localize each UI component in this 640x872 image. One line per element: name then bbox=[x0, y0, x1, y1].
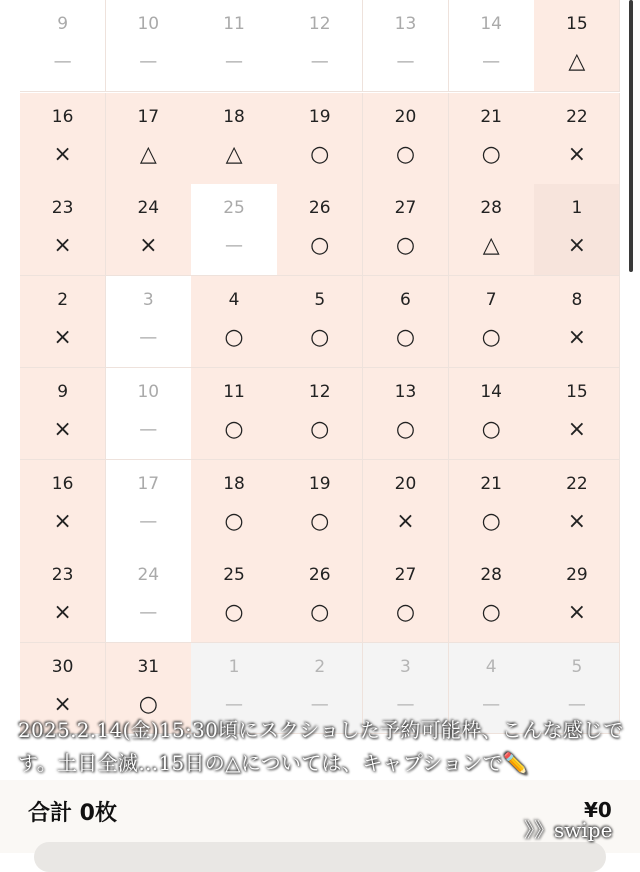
calendar-day-cell[interactable] bbox=[20, 551, 106, 643]
calendar-day-cell[interactable] bbox=[20, 184, 106, 276]
availability-mark: ○ bbox=[481, 509, 501, 534]
availability-mark: — bbox=[396, 51, 415, 72]
availability-mark: × bbox=[567, 417, 587, 442]
availability-mark: ○ bbox=[224, 417, 244, 442]
day-number: 12 bbox=[308, 14, 331, 34]
day-number: 3 bbox=[400, 657, 411, 677]
calendar-day-cell[interactable] bbox=[449, 184, 535, 276]
calendar-day-cell[interactable] bbox=[449, 368, 535, 460]
availability-mark: ○ bbox=[395, 142, 416, 167]
day-number: 26 bbox=[308, 198, 331, 218]
calendar-day-cell[interactable] bbox=[191, 93, 277, 185]
total-count: 合計 0枚 bbox=[28, 801, 117, 826]
day-number: 13 bbox=[394, 14, 417, 34]
availability-mark: × bbox=[567, 325, 587, 350]
day-number: 1 bbox=[571, 198, 583, 218]
day-number: 2 bbox=[57, 290, 69, 310]
day-number: 7 bbox=[485, 290, 497, 310]
availability-mark: — bbox=[310, 694, 329, 715]
availability-mark: — bbox=[396, 694, 415, 715]
availability-mark: × bbox=[53, 692, 72, 717]
availability-mark: — bbox=[139, 51, 158, 72]
calendar-day-cell[interactable] bbox=[191, 276, 277, 368]
day-number: 29 bbox=[566, 565, 588, 585]
availability-mark: ○ bbox=[224, 600, 244, 625]
day-number: 25 bbox=[223, 565, 245, 585]
availability-mark: ○ bbox=[310, 509, 330, 534]
availability-mark: ○ bbox=[310, 325, 330, 350]
availability-mark: ○ bbox=[481, 142, 501, 167]
day-number: 30 bbox=[51, 657, 74, 677]
availability-mark: ○ bbox=[481, 600, 501, 625]
availability-mark: △ bbox=[482, 233, 500, 258]
calendar-day-cell[interactable] bbox=[20, 460, 106, 552]
day-number: 1 bbox=[228, 657, 240, 677]
day-number: 6 bbox=[400, 290, 411, 310]
calendar-day-cell[interactable] bbox=[534, 551, 620, 643]
calendar-day-cell[interactable] bbox=[191, 460, 277, 552]
availability-mark: × bbox=[396, 509, 415, 534]
day-number: 11 bbox=[223, 382, 245, 402]
availability-mark: ○ bbox=[310, 142, 330, 167]
availability-mark: × bbox=[567, 509, 587, 534]
day-number: 11 bbox=[223, 14, 245, 34]
day-number: 14 bbox=[480, 382, 502, 402]
calendar-day-cell bbox=[191, 0, 277, 92]
scrollbar[interactable] bbox=[629, 0, 633, 272]
day-number: 15 bbox=[566, 14, 588, 34]
day-number: 31 bbox=[137, 657, 160, 677]
calendar-day-cell[interactable] bbox=[363, 460, 449, 552]
day-number: 25 bbox=[223, 198, 245, 218]
calendar-day-cell[interactable] bbox=[363, 551, 449, 643]
day-number: 27 bbox=[394, 565, 417, 585]
availability-mark: △ bbox=[225, 142, 243, 167]
day-number: 14 bbox=[480, 14, 502, 34]
calendar-day-cell[interactable] bbox=[277, 368, 363, 460]
calendar-day-cell[interactable] bbox=[534, 368, 620, 460]
availability-mark: — bbox=[139, 327, 158, 348]
day-number: 24 bbox=[137, 565, 160, 585]
availability-mark: — bbox=[482, 51, 501, 72]
availability-mark: ○ bbox=[395, 325, 416, 350]
swipe-hint: 》》swipe bbox=[524, 818, 613, 842]
availability-mark: — bbox=[139, 602, 158, 623]
calendar-day-cell[interactable] bbox=[449, 460, 535, 552]
day-number: 27 bbox=[394, 198, 417, 218]
availability-mark: × bbox=[567, 600, 587, 625]
day-number: 3 bbox=[142, 290, 154, 310]
availability-mark: △ bbox=[139, 142, 157, 167]
availability-mark: — bbox=[225, 694, 244, 715]
calendar-day-cell bbox=[277, 0, 363, 92]
availability-mark: × bbox=[53, 142, 72, 167]
calendar-day-cell[interactable] bbox=[534, 0, 620, 92]
day-number: 20 bbox=[394, 474, 417, 494]
calendar-day-cell[interactable] bbox=[191, 551, 277, 643]
availability-mark: — bbox=[139, 419, 158, 440]
day-number: 2 bbox=[314, 657, 326, 677]
calendar-day-cell bbox=[106, 276, 192, 368]
day-number: 17 bbox=[137, 474, 160, 494]
availability-mark: × bbox=[567, 233, 587, 258]
calendar-day-cell[interactable] bbox=[277, 93, 363, 185]
calendar-day-cell[interactable] bbox=[20, 368, 106, 460]
day-number: 10 bbox=[137, 14, 160, 34]
day-number: 5 bbox=[571, 657, 583, 677]
availability-mark: × bbox=[53, 233, 72, 258]
day-number: 4 bbox=[228, 290, 240, 310]
calendar-day-cell[interactable] bbox=[449, 93, 535, 185]
caption-overlay: 2025.2.14(金)15:30頃にスクショした予約可能枠、こんな感じです。土日全滅…15日の△については、キャプションで✏️ bbox=[18, 718, 624, 775]
calendar-day-cell bbox=[191, 184, 277, 276]
day-number: 24 bbox=[137, 198, 160, 218]
day-number: 16 bbox=[51, 107, 74, 127]
day-number: 20 bbox=[394, 107, 417, 127]
availability-mark: ○ bbox=[395, 600, 416, 625]
availability-mark: ○ bbox=[310, 417, 330, 442]
calendar-day-cell[interactable] bbox=[277, 460, 363, 552]
availability-mark: × bbox=[53, 417, 72, 442]
availability-mark: ○ bbox=[395, 233, 416, 258]
calendar-day-cell[interactable] bbox=[106, 184, 192, 276]
day-number: 16 bbox=[51, 474, 74, 494]
calendar-day-cell[interactable] bbox=[534, 93, 620, 185]
availability-mark: × bbox=[53, 600, 72, 625]
day-number: 23 bbox=[51, 565, 74, 585]
availability-mark: — bbox=[567, 694, 586, 715]
availability-mark: × bbox=[139, 233, 158, 258]
availability-mark: ○ bbox=[224, 509, 244, 534]
day-number: 23 bbox=[51, 198, 74, 218]
calendar-day-cell[interactable] bbox=[191, 368, 277, 460]
day-number: 17 bbox=[137, 107, 160, 127]
calendar-day-cell[interactable] bbox=[20, 276, 106, 368]
availability-mark: — bbox=[225, 235, 244, 256]
availability-mark: — bbox=[53, 51, 72, 72]
calendar-day-cell[interactable] bbox=[363, 276, 449, 368]
day-number: 18 bbox=[223, 107, 245, 127]
day-number: 10 bbox=[137, 382, 160, 402]
availability-mark: ○ bbox=[481, 325, 501, 350]
calendar-day-cell[interactable] bbox=[106, 93, 192, 185]
calendar-day-cell[interactable] bbox=[534, 460, 620, 552]
calendar-day-cell[interactable] bbox=[277, 276, 363, 368]
availability-mark: ○ bbox=[481, 417, 501, 442]
availability-mark: × bbox=[567, 142, 587, 167]
day-number: 15 bbox=[566, 382, 588, 402]
day-number: 5 bbox=[314, 290, 326, 310]
calendar-day-cell[interactable] bbox=[277, 184, 363, 276]
calendar-day-cell bbox=[106, 551, 192, 643]
calendar-day-cell[interactable] bbox=[449, 276, 535, 368]
availability-mark: △ bbox=[568, 49, 586, 74]
day-number: 18 bbox=[223, 474, 245, 494]
calendar-day-cell[interactable] bbox=[20, 93, 106, 185]
day-number: 19 bbox=[308, 107, 331, 127]
calendar-day-cell[interactable] bbox=[534, 276, 620, 368]
day-number: 21 bbox=[480, 107, 502, 127]
calendar-day-cell bbox=[20, 0, 106, 92]
calendar-day-cell bbox=[106, 460, 192, 552]
calendar-day-cell[interactable] bbox=[363, 184, 449, 276]
availability-mark: — bbox=[482, 694, 501, 715]
day-number: 22 bbox=[566, 474, 588, 494]
calendar-day-cell[interactable] bbox=[534, 184, 620, 276]
calendar-day-cell bbox=[363, 0, 449, 92]
day-number: 28 bbox=[480, 198, 502, 218]
day-number: 12 bbox=[308, 382, 331, 402]
calendar-day-cell[interactable] bbox=[363, 368, 449, 460]
action-button[interactable] bbox=[34, 842, 606, 872]
day-number: 22 bbox=[566, 107, 588, 127]
day-number: 8 bbox=[571, 290, 583, 310]
availability-mark: × bbox=[53, 509, 72, 534]
availability-mark: — bbox=[139, 511, 158, 532]
calendar-day-cell bbox=[106, 368, 192, 460]
availability-mark: ○ bbox=[310, 600, 330, 625]
availability-mark: ○ bbox=[138, 692, 158, 717]
calendar-day-cell[interactable] bbox=[363, 93, 449, 185]
availability-mark: ○ bbox=[395, 417, 416, 442]
day-number: 21 bbox=[480, 474, 502, 494]
day-number: 9 bbox=[57, 382, 69, 402]
calendar-day-cell[interactable] bbox=[449, 551, 535, 643]
availability-mark: — bbox=[225, 51, 244, 72]
total-price: ¥0 bbox=[584, 798, 612, 822]
availability-mark: ○ bbox=[310, 233, 330, 258]
calendar-grid bbox=[20, 0, 620, 734]
day-number: 19 bbox=[308, 474, 331, 494]
day-number: 26 bbox=[308, 565, 331, 585]
availability-mark: ○ bbox=[224, 325, 244, 350]
day-number: 28 bbox=[480, 565, 502, 585]
availability-mark: × bbox=[53, 325, 72, 350]
day-number: 9 bbox=[57, 14, 69, 34]
calendar-day-cell bbox=[106, 0, 192, 92]
day-number: 13 bbox=[394, 382, 417, 402]
availability-mark: — bbox=[310, 51, 329, 72]
calendar-day-cell[interactable] bbox=[277, 551, 363, 643]
day-number: 4 bbox=[485, 657, 497, 677]
calendar-day-cell bbox=[449, 0, 535, 92]
